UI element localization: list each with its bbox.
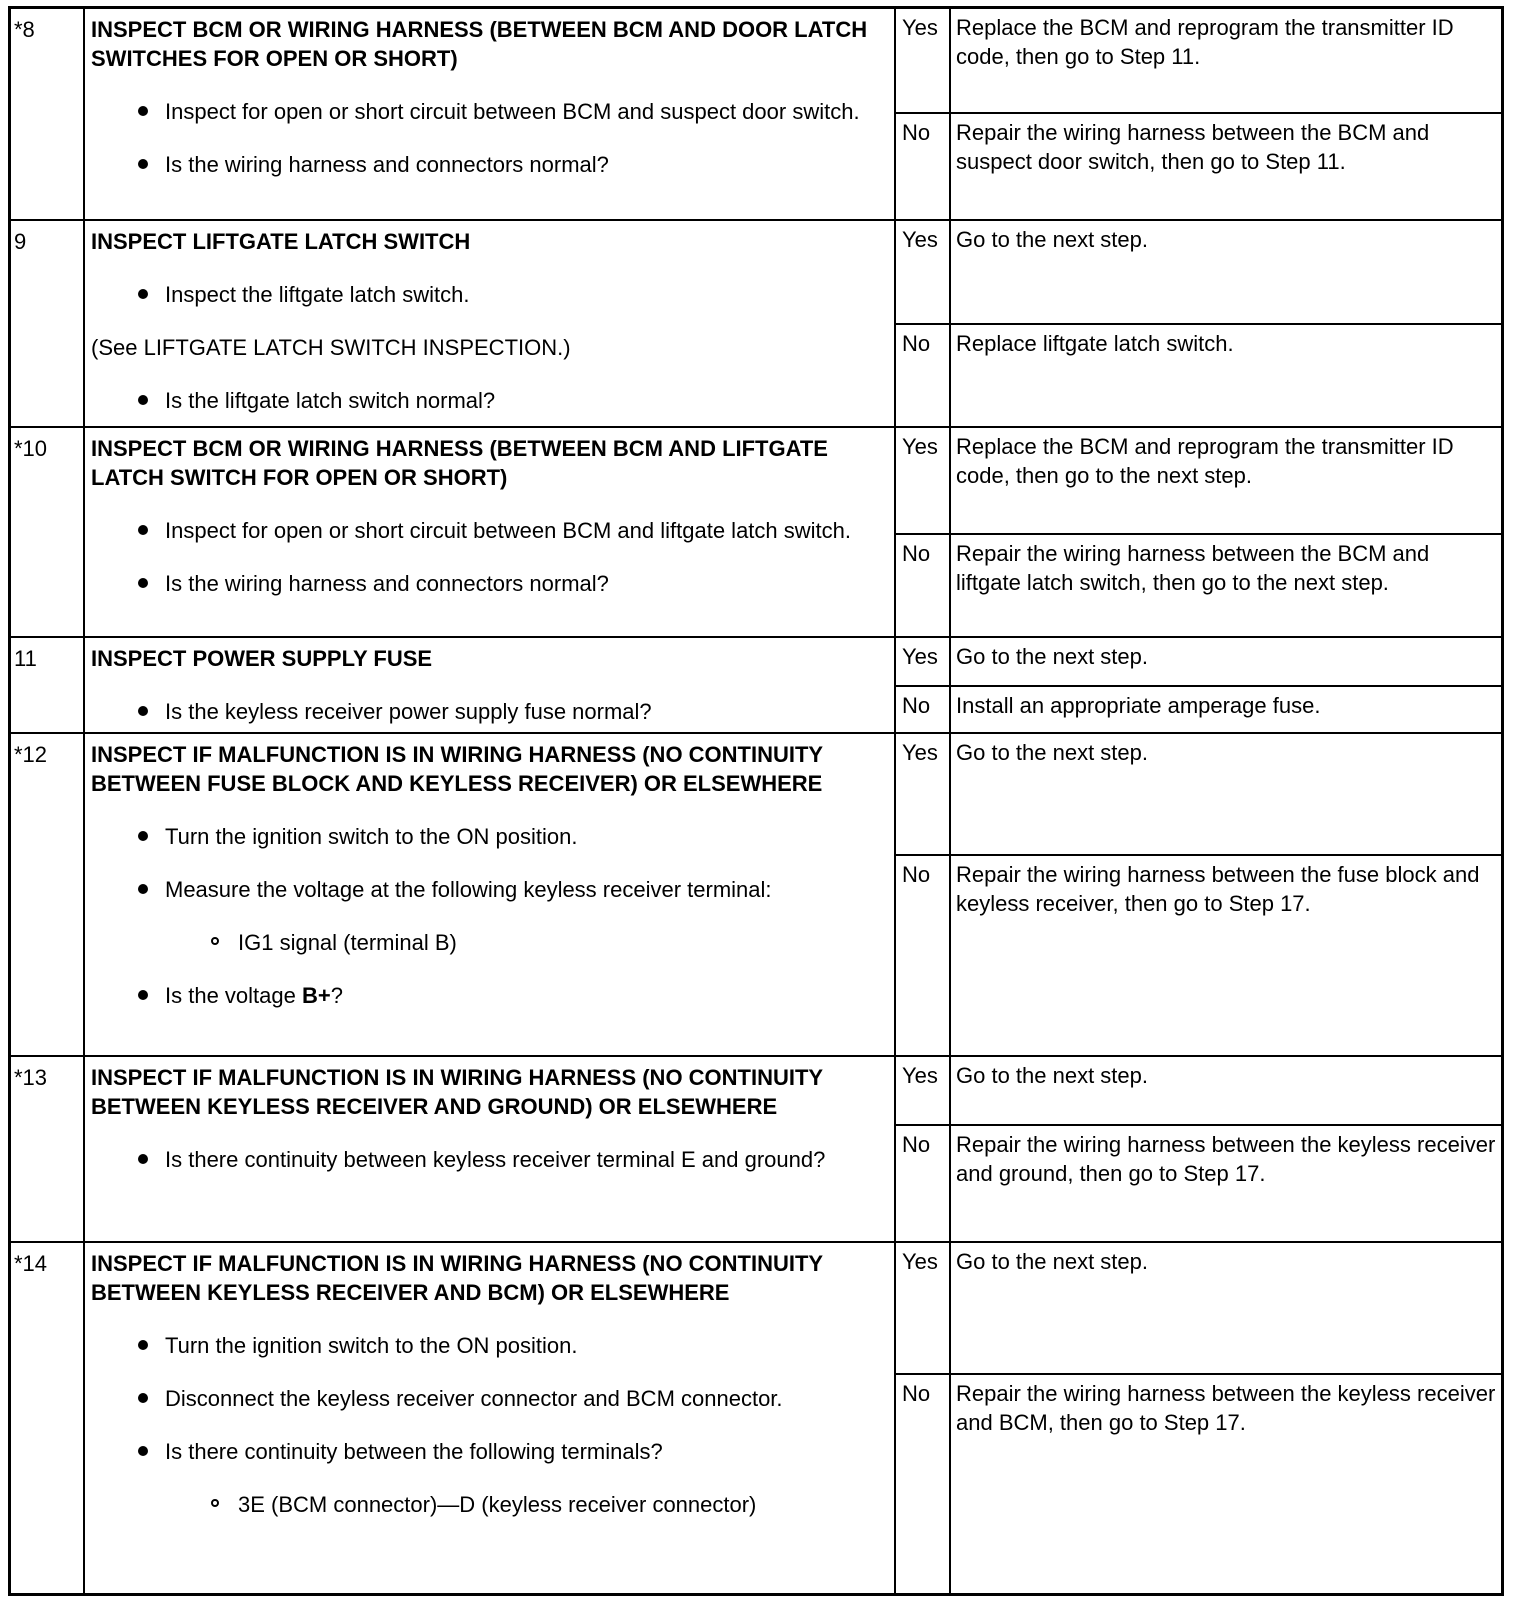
diagnostic-table — [8, 6, 1504, 1596]
no-label: No — [902, 1132, 931, 1157]
bullet-item: Inspect for open or short circuit between BCM and liftgate latch switch. — [91, 516, 886, 545]
yes-outcome — [896, 1057, 1501, 1124]
bullet-item: Is the wiring harness and connectors normal? — [91, 150, 886, 179]
yes-label: Yes — [902, 15, 938, 40]
no-outcome — [896, 685, 1501, 736]
yes-outcome — [896, 734, 1501, 854]
bullet-item: Disconnect the keyless receiver connector and BCM connector. — [91, 1384, 886, 1413]
bullet-text: Is the voltage — [165, 983, 302, 1008]
no-label: No — [902, 331, 931, 356]
step-row-10 — [11, 426, 1501, 638]
yes-label: Yes — [902, 1063, 938, 1088]
no-action: Repair the wiring harness between the keyless receiver and BCM, then go to Step 17. — [956, 1381, 1496, 1435]
no-outcome — [896, 854, 1501, 1059]
no-label: No — [902, 541, 931, 566]
yes-outcome — [896, 638, 1501, 685]
step-row-9 — [11, 219, 1501, 428]
step-title: INSPECT POWER SUPPLY FUSE — [91, 646, 433, 671]
bullet-item: Turn the ignition switch to the ON position. — [91, 822, 886, 851]
no-outcome — [896, 533, 1501, 640]
step-title: INSPECT BCM OR WIRING HARNESS (BETWEEN BCM AND LIFTGATE LATCH SWITCH FOR OPEN OR SHORT) — [91, 436, 828, 490]
no-label: No — [902, 120, 931, 145]
step-title: INSPECT IF MALFUNCTION IS IN WIRING HARNESS (NO CONTINUITY BETWEEN KEYLESS RECEIVER AND BCM) OR ELSEWHERE — [91, 1251, 823, 1305]
no-action: Repair the wiring harness between the BCM and suspect door switch, then go to Step 11. — [956, 120, 1430, 174]
bullet-item: Inspect for open or short circuit between BCM and suspect door switch. — [91, 97, 886, 126]
yes-action: Go to the next step. — [956, 227, 1149, 252]
step-row-11 — [11, 636, 1501, 734]
no-label: No — [902, 862, 931, 887]
no-outcome — [896, 112, 1501, 221]
bullet-item — [91, 981, 886, 1010]
step-row-12 — [11, 732, 1501, 1057]
yes-action: Go to the next step. — [956, 1249, 1149, 1274]
yes-label: Yes — [902, 1249, 938, 1274]
yes-action: Go to the next step. — [956, 740, 1149, 765]
bullet-item: Is there continuity between keyless receiver terminal E and ground? — [91, 1145, 886, 1174]
no-action: Repair the wiring harness between the fuse block and keyless receiver, then go to Step 17. — [956, 862, 1480, 916]
step-number: 9 — [14, 229, 27, 254]
no-outcome — [896, 323, 1501, 430]
sub-item: IG1 signal (terminal B) — [91, 928, 886, 957]
bullet-bold-text: B+ — [301, 983, 331, 1008]
no-action: Replace liftgate latch switch. — [956, 331, 1234, 356]
bullet-item: Is the liftgate latch switch normal? — [91, 386, 886, 415]
step-number: *10 — [14, 436, 48, 461]
no-action: Repair the wiring harness between the BCM and liftgate latch switch, then go to the next step. — [956, 541, 1430, 595]
bullet-item: Turn the ignition switch to the ON position. — [91, 1331, 886, 1360]
no-action: Install an appropriate amperage fuse. — [956, 693, 1321, 718]
bullet-text-end: ? — [330, 983, 343, 1008]
yes-label: Yes — [902, 434, 938, 459]
step-row-8 — [11, 9, 1501, 219]
step-number: *8 — [14, 17, 35, 42]
yes-outcome — [896, 221, 1501, 323]
reference-note: (See LIFTGATE LATCH SWITCH INSPECTION.) — [91, 335, 571, 360]
step-row-14 — [11, 1241, 1501, 1595]
no-label: No — [902, 1381, 931, 1406]
yes-label: Yes — [902, 740, 938, 765]
step-title: INSPECT BCM OR WIRING HARNESS (BETWEEN BCM AND DOOR LATCH SWITCHES FOR OPEN OR SHORT) — [91, 17, 868, 71]
yes-outcome — [896, 1243, 1501, 1373]
bullet-item: Inspect the liftgate latch switch. — [91, 280, 886, 309]
step-title: INSPECT IF MALFUNCTION IS IN WIRING HARNESS (NO CONTINUITY BETWEEN KEYLESS RECEIVER AND GROUND) OR ELSEWHERE — [91, 1065, 823, 1119]
no-outcome — [896, 1373, 1501, 1597]
yes-outcome — [896, 428, 1501, 533]
no-action: Repair the wiring harness between the keyless receiver and ground, then go to Step 17. — [956, 1132, 1496, 1186]
bullet-item: Is there continuity between the following terminals? — [91, 1437, 886, 1466]
yes-outcome — [896, 9, 1501, 112]
step-number: 11 — [14, 646, 37, 671]
step-title: INSPECT LIFTGATE LATCH SWITCH — [91, 229, 471, 254]
step-number: *14 — [14, 1251, 48, 1276]
yes-label: Yes — [902, 227, 938, 252]
step-row-13 — [11, 1055, 1501, 1243]
yes-action: Replace the BCM and reprogram the transmitter ID code, then go to Step 11. — [956, 15, 1454, 69]
step-number: *12 — [14, 742, 48, 767]
yes-action: Replace the BCM and reprogram the transmitter ID code, then go to the next step. — [956, 434, 1454, 488]
step-number: *13 — [14, 1065, 48, 1090]
no-label: No — [902, 693, 931, 718]
bullet-item: Is the wiring harness and connectors normal? — [91, 569, 886, 598]
sub-item: 3E (BCM connector)—D (keyless receiver connector) — [91, 1490, 886, 1519]
yes-action: Go to the next step. — [956, 644, 1149, 669]
step-title: INSPECT IF MALFUNCTION IS IN WIRING HARNESS (NO CONTINUITY BETWEEN FUSE BLOCK AND KEYLESS RECEIVER) OR ELSEWHERE — [91, 742, 823, 796]
no-outcome — [896, 1124, 1501, 1245]
bullet-item: Is the keyless receiver power supply fuse normal? — [91, 697, 886, 726]
yes-action: Go to the next step. — [956, 1063, 1149, 1088]
bullet-item: Measure the voltage at the following keyless receiver terminal: — [91, 875, 886, 904]
yes-label: Yes — [902, 644, 938, 669]
